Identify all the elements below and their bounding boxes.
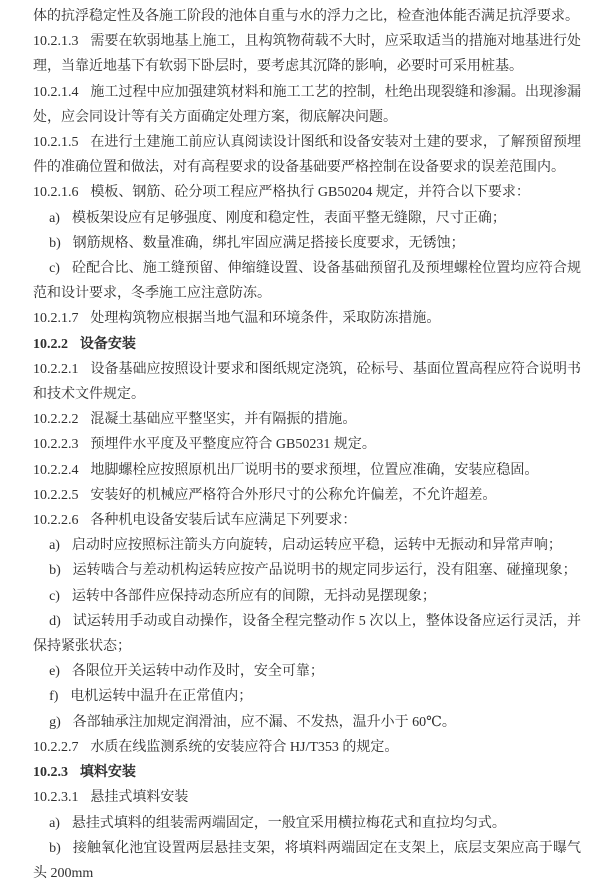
clause-paragraph	[33, 483, 581, 508]
lettered-list-item	[33, 256, 581, 306]
list-item-text: 模板架设应有足够强度、刚度和稳定性，表面平整无缝隙，尺寸正确；	[71, 210, 506, 226]
list-item-letter: b)	[49, 840, 61, 856]
lettered-list-item	[33, 558, 581, 583]
list-item-letter: b)	[49, 235, 61, 251]
clause-text: 安装好的机械应严格符合外形尺寸的公称允许偏差，不允许超差。	[90, 487, 497, 503]
section-heading	[33, 332, 581, 357]
section-heading	[33, 760, 581, 785]
clause-text: 悬挂式填料安装	[90, 790, 189, 806]
clause-number: 10.2.3.1	[33, 790, 79, 806]
list-item-letter: c)	[49, 588, 60, 604]
clause-text: 模板、钢筋、砼分项工程应严格执行 GB50204 规定，并符合以下要求：	[90, 185, 530, 201]
list-item-letter: f)	[49, 689, 59, 705]
list-item-letter: b)	[49, 563, 61, 579]
clause-paragraph	[33, 306, 581, 331]
clause-paragraph	[33, 80, 581, 130]
clause-text: 施工过程中应加强建筑材料和施工工艺的控制，杜绝出现裂缝和渗漏。出现渗漏处，应会同设计等有关方面确定处理方案，彻底解决问题。	[33, 84, 581, 125]
list-item-text: 接触氧化池宜设置两层悬挂支架，将填料两端固定在支架上，底层支架应高于曝气头 200mm	[33, 840, 581, 881]
lettered-list-item	[33, 533, 581, 558]
clause-text: 地脚螺栓应按照原机出厂说明书的要求预埋，位置应准确，安装应稳固。	[90, 462, 539, 478]
clause-paragraph	[33, 407, 581, 432]
clause-number: 10.2.2.2	[33, 412, 79, 428]
list-item-text: 砼配合比、施工缝预留、伸缩缝设置、设备基础预留孔及预埋螺栓位置均应符合规范和设计要求，冬季施工应注意防冻。	[33, 261, 581, 302]
list-item-letter: d)	[49, 613, 61, 629]
lettered-list-item	[33, 684, 581, 709]
list-item-letter: g)	[49, 714, 61, 730]
list-item-text: 启动时应按照标注箭头方向旋转，启动运转应平稳，运转中无振动和异常声响；	[71, 538, 562, 554]
clause-paragraph	[33, 130, 581, 180]
lettered-list-item	[33, 231, 581, 256]
clause-number: 10.2.2.1	[33, 361, 79, 377]
clause-text: 水质在线监测系统的安装应符合 HJ/T353 的规定。	[90, 739, 399, 755]
heading-text: 填料安装	[79, 765, 136, 781]
list-item-letter: a)	[49, 815, 60, 831]
clause-text: 混凝土基础应平整坚实，并有隔振的措施。	[90, 412, 357, 428]
lettered-list-item	[33, 206, 581, 231]
list-item-text: 运转中各部件应保持动态所应有的间隙，无抖动晃摆现象；	[71, 588, 436, 604]
clause-paragraph	[33, 735, 581, 760]
lettered-list-item	[33, 710, 581, 735]
clause-number: 10.2.1.4	[33, 84, 79, 100]
list-item-letter: e)	[49, 664, 60, 680]
list-item-text: 运转啮合与差动机构运转应按产品说明书的规定同步运行，没有阻塞、碰撞现象；	[72, 563, 577, 579]
list-item-letter: c)	[49, 261, 60, 277]
clause-text: 预埋件水平度及平整度应符合 GB50231 规定。	[90, 437, 376, 453]
clause-paragraph	[33, 180, 581, 205]
clause-paragraph	[33, 458, 581, 483]
lettered-list-item	[33, 836, 581, 886]
clause-paragraph	[33, 357, 581, 407]
list-item-text: 悬挂式填料的组装需两端固定，一般宜采用横拉梅花式和直拉均匀式。	[71, 815, 506, 831]
list-item-text: 电机运转中温升在正常值内；	[70, 689, 253, 705]
continuation-text: 体的抗浮稳定性及各施工阶段的池体自重与水的浮力之比，检查池体能否满足抗浮要求。	[33, 9, 579, 24]
clause-number: 10.2.1.3	[33, 34, 79, 50]
clause-number: 10.2.2.5	[33, 487, 79, 503]
clause-paragraph	[33, 432, 581, 457]
lettered-list-item	[33, 811, 581, 836]
heading-number: 10.2.3	[33, 765, 68, 781]
clause-paragraph	[33, 29, 581, 79]
clause-number: 10.2.2.6	[33, 513, 79, 529]
list-item-text: 钢筋规格、数量准确，绑扎牢固应满足搭接长度要求，无锈蚀；	[72, 235, 465, 251]
lettered-list-item	[33, 584, 581, 609]
heading-number: 10.2.2	[33, 336, 68, 352]
clause-text: 各种机电设备安装后试车应满足下列要求：	[90, 513, 357, 529]
clause-text: 需要在软弱地基上施工，且构筑物荷载不大时，应采取适当的措施对地基进行处理，当靠近地基下有软弱下卧层时，要考虑其沉降的影响，必要时可采用桩基。	[33, 34, 581, 75]
clause-number: 10.2.2.3	[33, 437, 79, 453]
list-item-text: 试运转用手动或自动操作，设备全程完整动作 5 次以上，整体设备应运行灵活，并保持紧张状态；	[33, 613, 581, 655]
lettered-list-item	[33, 659, 581, 684]
heading-text: 设备安装	[79, 336, 136, 352]
clause-paragraph	[33, 785, 581, 810]
list-item-letter: a)	[49, 538, 60, 554]
clause-number: 10.2.1.6	[33, 185, 79, 201]
clause-number: 10.2.1.7	[33, 311, 79, 327]
clause-text: 处理构筑物应根据当地气温和环境条件，采取防冻措施。	[90, 311, 441, 327]
list-item-text: 各部轴承注加规定润滑油，应不漏、不发热，温升小于 60℃。	[72, 714, 456, 730]
list-item-letter: a)	[49, 210, 60, 226]
list-item-text: 各限位开关运转中动作及时，安全可靠；	[71, 664, 324, 680]
clause-text: 在进行土建施工前应认真阅读设计图纸和设备安装对土建的要求，了解预留预埋件的准确位置和做法，对有高程要求的设备基础要严格控制在设备要求的误差范围内。	[33, 135, 581, 176]
clause-paragraph	[33, 508, 581, 533]
clause-text: 设备基础应按照设计要求和图纸规定浇筑，砼标号、基面位置高程应符合说明书和技术文件规定。	[33, 361, 581, 403]
clause-number: 10.2.2.7	[33, 739, 79, 755]
lettered-list-item	[33, 609, 581, 659]
clause-number: 10.2.2.4	[33, 462, 79, 478]
continuation-paragraph	[33, 4, 581, 29]
clause-number: 10.2.1.5	[33, 135, 79, 151]
